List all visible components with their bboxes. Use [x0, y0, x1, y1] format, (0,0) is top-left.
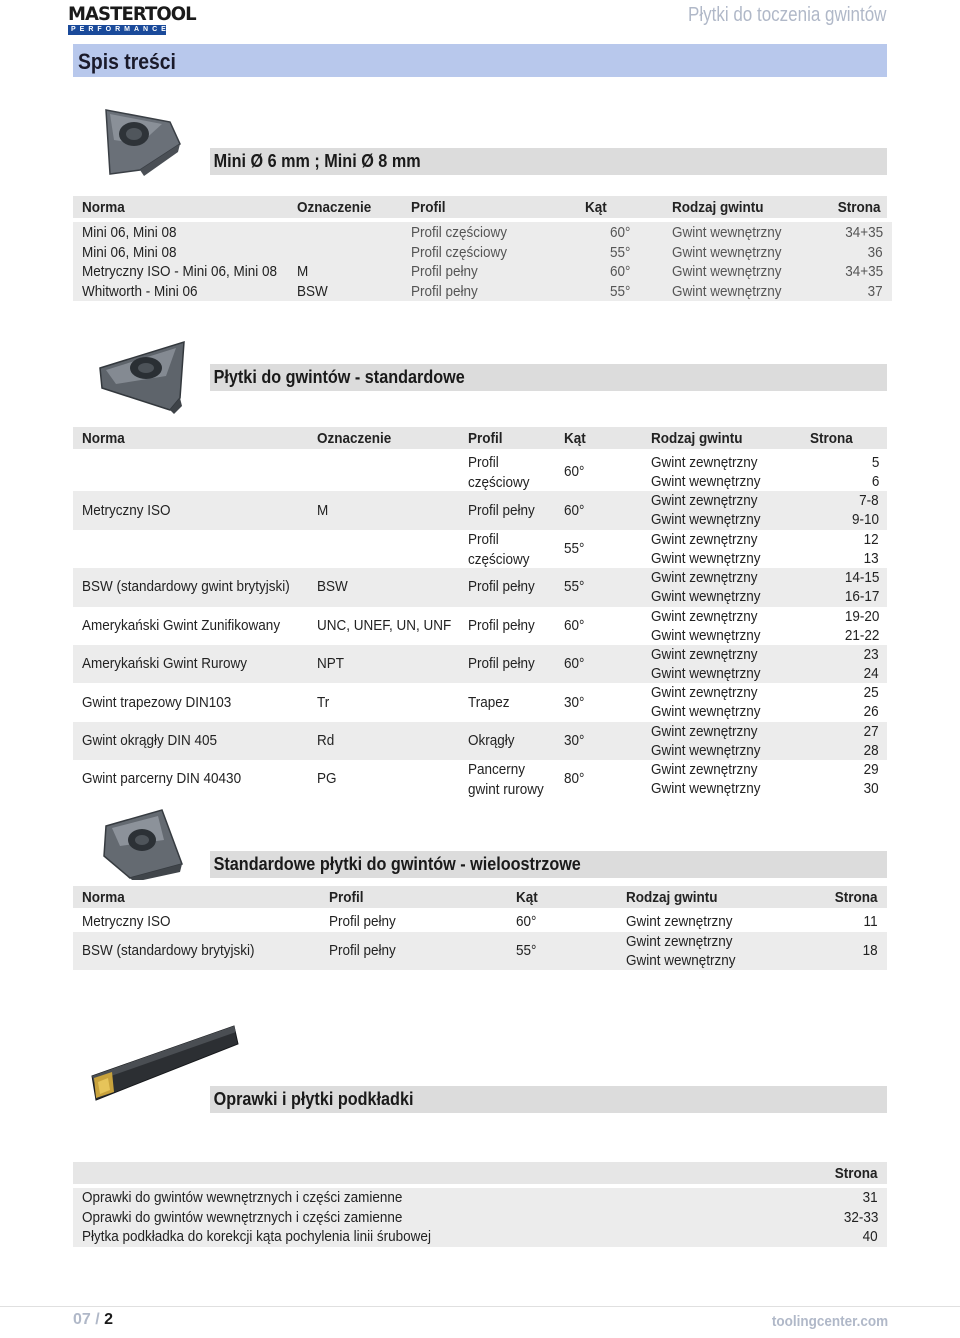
mini-col-profil: Profil [411, 199, 446, 216]
norma-cell: Gwint okrągły DIN 405 [82, 731, 218, 749]
table-row [73, 760, 887, 798]
kat-cell: 60° [564, 616, 585, 634]
strona-cell-int: 9-10 [851, 511, 879, 529]
table-cell: Profil częściowy [411, 243, 508, 261]
toc-title: Spis treści [78, 49, 176, 74]
table-cell: Gwint wewnętrzny [672, 282, 782, 300]
strona-cell-int: 28 [863, 741, 879, 759]
norma-cell: BSW (standardowy gwint brytyjski) [82, 578, 290, 596]
profil-cell: Profil pełny [329, 912, 396, 930]
multi-section-bar [210, 851, 887, 878]
standard-col-profil: Profil [468, 430, 503, 447]
multi-col-norma: Norma [82, 889, 125, 906]
rodzaj-cell-int: Gwint wewnętrzny [626, 952, 736, 969]
table-cell-strona: 37 [867, 282, 883, 300]
table-row [73, 1209, 887, 1228]
table-cell: Gwint wewnętrzny [672, 263, 782, 280]
rodzaj-cell-ext: Gwint zewnętrzny [651, 492, 758, 510]
site-link[interactable]: toolingcenter.com [771, 1313, 888, 1330]
profil-cell-line1: Profil [468, 530, 499, 548]
strona-cell-ext: 27 [863, 722, 879, 740]
strona-cell-ext: 5 [871, 454, 879, 471]
rodzaj-cell-int: Gwint wewnętrzny [651, 741, 761, 759]
table-row [73, 283, 887, 302]
logo-text: MASTERTOOL [68, 3, 196, 25]
rodzaj-cell-int: Gwint wewnętrzny [651, 549, 761, 567]
table-cell: M [297, 263, 309, 280]
strona-cell-int: 16-17 [844, 588, 879, 606]
table-row [73, 645, 887, 683]
rodzaj-cell-ext: Gwint zewnętrzny [651, 569, 758, 587]
rodzaj-cell-ext: Gwint zewnętrzny [626, 933, 733, 950]
oznaczenie-cell: UNC, UNEF, UN, UNF [317, 616, 452, 634]
strona-cell: 40 [862, 1228, 878, 1245]
rodzaj-cell-ext: Gwint zewnętrzny [651, 722, 758, 740]
strona-cell: 11 [863, 912, 878, 930]
table-cell: Gwint wewnętrzny [672, 224, 782, 241]
kat-cell: 60° [564, 655, 585, 673]
table-cell: Mini 06, Mini 08 [82, 243, 177, 261]
table-row [73, 722, 887, 760]
norma-cell: Amerykański Gwint Zunifikowany [82, 616, 281, 634]
standard-col-kat: Kąt [564, 430, 586, 447]
norma-cell: Gwint trapezowy DIN103 [82, 693, 232, 711]
table-row [73, 530, 887, 568]
table-row [73, 1189, 887, 1208]
holder-description: Oprawki do gwintów wewnętrznych i części zamienne [82, 1189, 403, 1206]
table-cell: Profil pełny [411, 263, 478, 280]
rodzaj-cell-ext: Gwint zewnętrzny [651, 761, 758, 779]
table-cell: Profil częściowy [411, 224, 508, 241]
oznaczenie-cell: M [317, 501, 329, 519]
kat-cell: 60° [516, 912, 537, 930]
profil-cell-line1: Profil [468, 454, 499, 471]
table-row [73, 1228, 887, 1247]
strona-cell-ext: 25 [863, 684, 879, 702]
kat-cell: 30° [564, 731, 585, 749]
oznaczenie-cell: PG [317, 770, 337, 788]
strona-cell-int: 6 [871, 473, 879, 490]
profil-cell: Trapez [468, 693, 510, 711]
rodzaj-cell-int: Gwint wewnętrzny [651, 511, 761, 529]
strona-cell-int: 21-22 [844, 626, 879, 644]
profil-cell-line2: gwint rurowy [468, 781, 544, 799]
norma-cell: Metryczny ISO [82, 912, 171, 930]
strona-cell-ext: 19-20 [844, 607, 879, 625]
page-header-title: Płytki do toczenia gwintów [687, 4, 886, 26]
brand-logo [68, 3, 196, 36]
multi-col-strona: Strona [835, 889, 878, 906]
mini-col-rodzaj: Rodzaj gwintu [672, 199, 764, 216]
rodzaj-cell-ext: Gwint zewnętrzny [651, 684, 758, 702]
standard-insert-image [96, 338, 188, 414]
page-number [73, 1311, 113, 1329]
table-cell-strona: 36 [867, 243, 883, 261]
kat-cell: 55° [564, 539, 585, 557]
profil-cell-line1: Pancerny [468, 761, 526, 779]
kat-cell: 55° [516, 942, 537, 959]
rodzaj-cell-int: Gwint wewnętrzny [651, 473, 761, 490]
table-row [73, 932, 887, 970]
kat-cell: 30° [564, 693, 585, 711]
rodzaj-cell-ext: Gwint zewnętrzny [651, 646, 758, 663]
rodzaj-cell-int: Gwint wewnętrzny [651, 588, 761, 606]
standard-section-bar [210, 364, 887, 391]
mini-col-strona: Strona [838, 199, 881, 216]
table-row [73, 607, 887, 645]
holders-col-strona: Strona [835, 1165, 878, 1182]
mini-insert-image [100, 104, 184, 178]
multi-col-kat: Kąt [516, 889, 538, 906]
standard-col-strona: Strona [810, 430, 853, 447]
table-cell: Profil pełny [411, 282, 478, 300]
table-row [73, 263, 887, 282]
rodzaj-cell-int: Gwint wewnętrzny [651, 703, 761, 721]
page-sep: / [90, 1311, 105, 1328]
standard-col-rodzaj: Rodzaj gwintu [651, 430, 743, 447]
strona-cell-int: 26 [863, 703, 879, 721]
profil-cell: Okrągły [468, 731, 515, 749]
table-cell: Metryczny ISO - Mini 06, Mini 08 [82, 263, 278, 280]
rodzaj-cell-int: Gwint wewnętrzny [651, 665, 761, 682]
table-cell: 55° [610, 282, 631, 300]
profil-cell: Profil pełny [468, 655, 535, 673]
page-num: 07 [73, 1311, 91, 1328]
standard-section-title: Płytki do gwintów - standardowe [213, 367, 465, 387]
toc-bar [73, 44, 887, 77]
strona-cell-ext: 12 [863, 530, 879, 548]
table-row [73, 224, 887, 243]
mini-col-norma: Norma [82, 199, 125, 216]
kat-cell: 55° [564, 578, 585, 596]
multi-col-rodzaj: Rodzaj gwintu [626, 889, 718, 906]
table-row [73, 491, 887, 529]
holder-description: Oprawki do gwintów wewnętrznych i części zamienne [82, 1208, 403, 1226]
norma-cell: Amerykański Gwint Rurowy [82, 655, 248, 673]
kat-cell: 80° [564, 770, 585, 788]
profil-cell: Profil pełny [468, 616, 535, 634]
table-cell-strona: 34+35 [845, 263, 883, 280]
table-row [73, 568, 887, 606]
rodzaj-cell-int: Gwint wewnętrzny [651, 780, 761, 798]
profil-cell: Profil pełny [468, 578, 535, 596]
table-row [73, 911, 887, 932]
strona-cell: 31 [862, 1189, 878, 1206]
mini-section-title: Mini Ø 6 mm ; Mini Ø 8 mm [213, 151, 421, 171]
multi-col-profil: Profil [329, 889, 364, 906]
rodzaj-cell-ext: Gwint zewnętrzny [651, 607, 758, 625]
footer-divider [0, 1306, 960, 1307]
holder-description: Płytka podkładka do korekcji kąta pochylenia linii śrubowej [82, 1228, 431, 1245]
oznaczenie-cell: Rd [317, 731, 335, 749]
rodzaj-cell-int: Gwint wewnętrzny [651, 626, 761, 644]
table-row [73, 244, 887, 263]
oznaczenie-cell: Tr [317, 693, 330, 711]
oznaczenie-cell: BSW [317, 578, 348, 596]
strona-cell-ext: 14-15 [844, 569, 879, 587]
holders-table-header [73, 1162, 887, 1184]
profil-cell-line2: częściowy [468, 474, 530, 491]
holders-section-title: Oprawki i płytki podkładki [213, 1089, 414, 1109]
table-row [73, 453, 887, 491]
strona-cell-ext: 7-8 [859, 492, 879, 510]
profil-cell: Profil pełny [329, 942, 396, 959]
table-row [73, 683, 887, 721]
mini-col-kat: Kąt [585, 199, 607, 216]
strona-cell-int: 30 [863, 780, 879, 798]
standard-col-oznaczenie: Oznaczenie [317, 430, 392, 447]
kat-cell: 60° [564, 463, 585, 481]
norma-cell: Metryczny ISO [82, 501, 171, 519]
profil-cell: Profil pełny [468, 501, 535, 519]
table-cell: 60° [610, 224, 631, 241]
table-cell: 60° [610, 263, 631, 280]
multi-insert-image [100, 806, 186, 880]
logo-subtext: PERFORMANCE [68, 25, 166, 35]
mini-section-bar [210, 148, 887, 175]
profil-cell-line2: częściowy [468, 550, 530, 568]
kat-cell: 60° [564, 501, 585, 519]
strona-cell-int: 13 [863, 549, 879, 567]
standard-table-header [73, 427, 887, 449]
norma-cell: Gwint parcerny DIN 40430 [82, 770, 242, 788]
standard-col-norma: Norma [82, 430, 125, 447]
strona-cell-ext: 23 [863, 646, 879, 663]
oznaczenie-cell: NPT [317, 655, 344, 673]
rodzaj-cell-ext: Gwint zewnętrzny [651, 454, 758, 471]
rodzaj-cell: Gwint zewnętrzny [626, 912, 733, 930]
strona-cell-ext: 29 [863, 761, 879, 779]
strona-cell: 18 [862, 942, 878, 959]
mini-col-oznaczenie: Oznaczenie [297, 199, 372, 216]
table-cell: Mini 06, Mini 08 [82, 224, 177, 241]
rodzaj-cell-ext: Gwint zewnętrzny [651, 530, 758, 548]
holders-section-bar [210, 1086, 887, 1113]
page-total: 2 [104, 1311, 114, 1328]
mini-table-header [73, 196, 887, 218]
multi-section-title: Standardowe płytki do gwintów - wieloostrzowe [213, 854, 581, 874]
strona-cell: 32-33 [843, 1208, 878, 1226]
table-cell: Whitworth - Mini 06 [82, 282, 198, 300]
table-cell-strona: 34+35 [845, 224, 883, 241]
strona-cell-int: 24 [863, 665, 879, 682]
table-cell: BSW [297, 282, 328, 300]
multi-table-header [73, 886, 887, 908]
norma-cell: BSW (standardowy brytyjski) [82, 942, 255, 959]
table-cell: 55° [610, 243, 631, 261]
table-cell: Gwint wewnętrzny [672, 243, 782, 261]
